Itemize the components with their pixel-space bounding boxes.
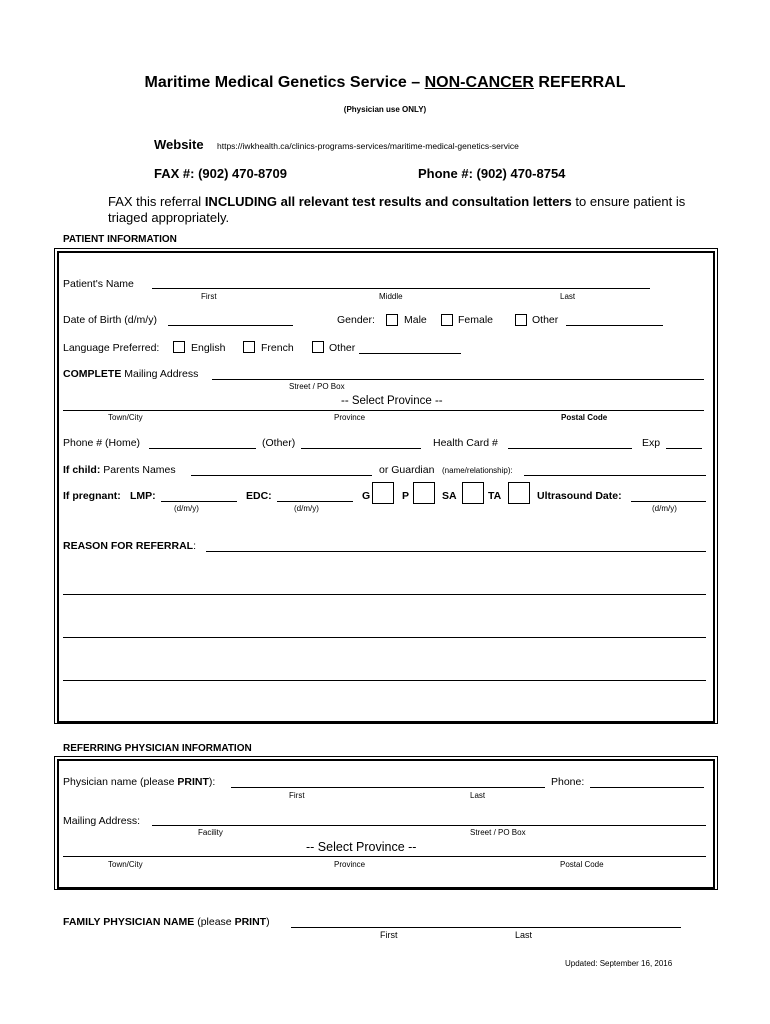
ultrasound-field[interactable] xyxy=(631,501,706,502)
reason-field-4[interactable] xyxy=(63,680,706,681)
physician-name-field[interactable] xyxy=(231,787,545,788)
title-prefix: Maritime Medical Genetics Service – xyxy=(144,74,425,91)
updated-date: Updated: September 16, 2016 xyxy=(565,959,673,968)
family-last-caption: Last xyxy=(515,930,533,940)
town-caption: Town/City xyxy=(108,413,143,422)
physician-city-field[interactable] xyxy=(63,856,706,857)
guardian-field[interactable] xyxy=(524,475,706,476)
first-caption: First xyxy=(201,292,217,301)
phone-other-field[interactable] xyxy=(301,448,421,449)
patient-section-title: PATIENT INFORMATION xyxy=(63,234,177,245)
physician-name-label xyxy=(63,776,215,788)
city-province-postal-field[interactable] xyxy=(63,410,704,411)
physician-name-text: Physician name (please xyxy=(63,776,178,788)
street-caption: Street / PO Box xyxy=(289,382,345,391)
physician-province-caption: Province xyxy=(334,860,366,869)
guardian-note: (name/relationship): xyxy=(442,466,513,475)
p-field[interactable] xyxy=(413,482,435,504)
phone-home-label: Phone # (Home) xyxy=(63,437,141,449)
parents-label: Parents Names xyxy=(103,464,176,476)
physician-postal-caption: Postal Code xyxy=(560,860,604,869)
male-label: Male xyxy=(404,314,427,326)
gender-label: Gender: xyxy=(337,314,375,326)
family-mid: (please xyxy=(194,916,235,928)
parents-field[interactable] xyxy=(191,475,372,476)
middle-caption: Middle xyxy=(379,292,403,301)
family-physician-label xyxy=(63,916,270,928)
edc-field[interactable] xyxy=(277,501,353,502)
mailing-label xyxy=(63,368,198,380)
referring-section-title: REFERRING PHYSICIAN INFORMATION xyxy=(63,743,252,754)
reason-text: REASON FOR REFERRAL xyxy=(63,540,194,552)
title-underlined: NON-CANCER xyxy=(424,74,534,91)
language-label: Language Preferred: xyxy=(63,342,160,354)
gender-other-checkbox[interactable] xyxy=(515,314,527,326)
physician-name-end: ): xyxy=(208,776,216,788)
last-caption: Last xyxy=(560,292,576,301)
ta-field[interactable] xyxy=(508,482,530,504)
website-url[interactable]: https://iwkhealth.ca/clinics-programs-services/maritime-medical-genetics-service xyxy=(217,141,519,151)
child-bold: If child: xyxy=(63,464,101,476)
lmp-field[interactable] xyxy=(161,501,237,502)
health-card-label: Health Card # xyxy=(433,437,498,449)
physician-mailing-label: Mailing Address: xyxy=(63,815,141,827)
title-suffix: REFERRAL xyxy=(533,74,626,91)
physician-province-select[interactable]: -- Select Province -- xyxy=(306,840,417,854)
physician-first-caption: First xyxy=(289,791,305,800)
mailing-street-field[interactable] xyxy=(212,379,704,380)
province-caption: Province xyxy=(334,413,366,422)
sa-field[interactable] xyxy=(462,482,484,504)
reason-field-3[interactable] xyxy=(63,637,706,638)
page-title xyxy=(0,74,770,92)
lmp-format: (d/m/y) xyxy=(174,504,199,513)
male-checkbox[interactable] xyxy=(386,314,398,326)
postal-caption: Postal Code xyxy=(561,413,608,422)
family-end: ) xyxy=(266,916,270,928)
family-first-caption: First xyxy=(380,930,398,940)
intro-c: to ensure patient is triaged appropriately. xyxy=(108,194,686,225)
family-print: PRINT xyxy=(234,916,267,928)
subtitle: (Physician use ONLY) xyxy=(343,105,427,114)
exp-field[interactable] xyxy=(666,448,702,449)
child-label xyxy=(63,464,176,476)
physician-phone-label: Phone: xyxy=(551,776,585,788)
physician-last-caption: Last xyxy=(470,791,486,800)
pregnant-label: If pregnant: xyxy=(63,490,121,502)
family-physician-field[interactable] xyxy=(291,927,681,928)
physician-name-print: PRINT xyxy=(177,776,209,788)
patient-name-label: Patient's Name xyxy=(63,278,134,290)
health-card-field[interactable] xyxy=(508,448,632,449)
english-label: English xyxy=(191,342,226,354)
female-checkbox[interactable] xyxy=(441,314,453,326)
language-other-label: Other xyxy=(329,342,356,354)
phone-other-label: (Other) xyxy=(262,437,296,449)
ultrasound-label: Ultrasound Date: xyxy=(537,490,622,502)
exp-label: Exp xyxy=(642,437,661,449)
g-field[interactable] xyxy=(372,482,394,504)
intro-text xyxy=(108,194,728,226)
guardian-label: or Guardian xyxy=(379,464,435,476)
province-select[interactable]: -- Select Province -- xyxy=(341,395,443,407)
physician-mailing-field[interactable] xyxy=(152,825,706,826)
gender-other-field[interactable] xyxy=(566,325,663,326)
language-other-checkbox[interactable] xyxy=(312,341,324,353)
phone-home-field[interactable] xyxy=(149,448,256,449)
physician-street-caption: Street / PO Box xyxy=(470,828,526,837)
mailing-bold: COMPLETE xyxy=(63,368,122,380)
mailing-text: Mailing Address xyxy=(121,368,199,380)
language-other-field[interactable] xyxy=(359,353,461,354)
lmp-label: LMP: xyxy=(130,490,156,502)
dob-field[interactable] xyxy=(168,325,293,326)
french-label: French xyxy=(261,342,294,354)
french-checkbox[interactable] xyxy=(243,341,255,353)
physician-phone-field[interactable] xyxy=(590,787,704,788)
website-label: Website xyxy=(154,137,204,152)
patient-name-field[interactable] xyxy=(152,288,650,289)
dob-label: Date of Birth (d/m/y) xyxy=(63,314,157,326)
facility-caption: Facility xyxy=(198,828,223,837)
ta-label: TA xyxy=(488,490,502,502)
reason-field-2[interactable] xyxy=(63,594,706,595)
sa-label: SA xyxy=(442,490,457,502)
english-checkbox[interactable] xyxy=(173,341,185,353)
intro-a: FAX this referral xyxy=(108,194,205,209)
g-label: G xyxy=(362,490,371,502)
phone-number: Phone #: (902) 470-8754 xyxy=(418,166,566,181)
edc-format: (d/m/y) xyxy=(294,504,319,513)
edc-label: EDC: xyxy=(246,490,272,502)
physician-town-caption: Town/City xyxy=(108,860,143,869)
intro-b: INCLUDING all relevant test results and consultation letters xyxy=(204,194,572,209)
reason-label: REASON FOR REFERRAL: xyxy=(63,540,197,552)
fax-number: FAX #: (902) 470-8709 xyxy=(154,166,287,181)
female-label: Female xyxy=(458,314,494,326)
p-label: P xyxy=(402,490,410,502)
ultrasound-format: (d/m/y) xyxy=(652,504,677,513)
family-bold: FAMILY PHYSICIAN NAME xyxy=(63,916,195,928)
gender-other-label: Other xyxy=(532,314,559,326)
reason-field-1[interactable] xyxy=(206,551,706,552)
